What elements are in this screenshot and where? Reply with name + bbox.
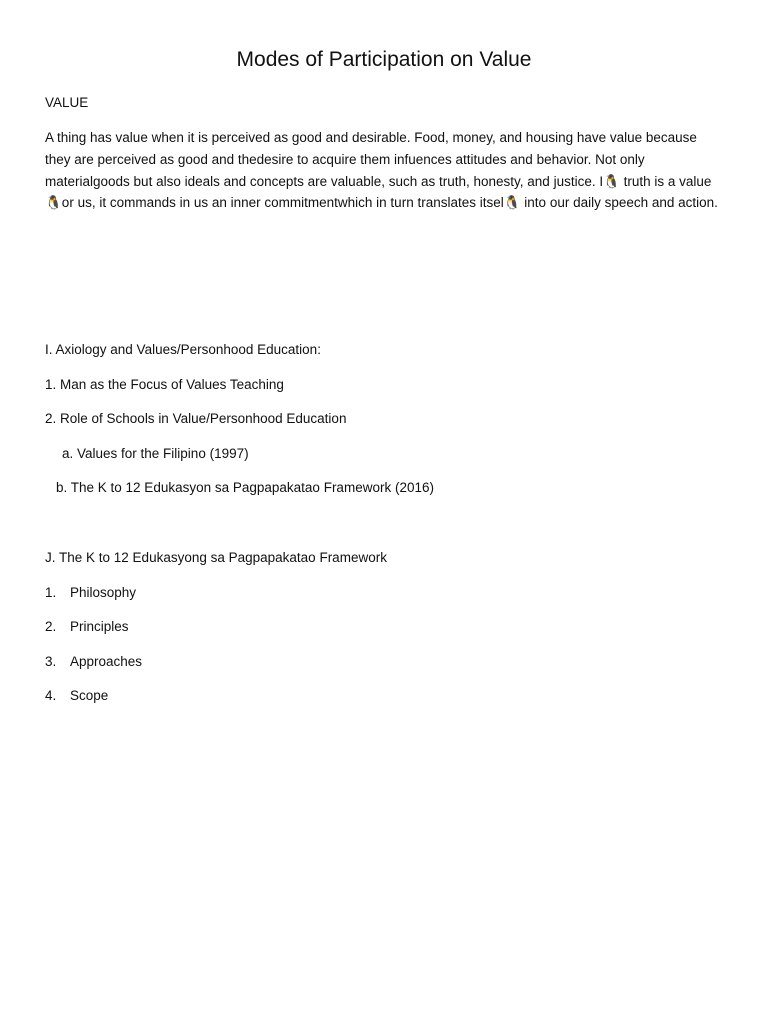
section-i-sub-a: a. Values for the Filipino (1997) [62,446,249,461]
section-j-heading: J. The K to 12 Edukasyong sa Pagpapakatao Framework [45,550,387,565]
list-item [45,685,108,707]
list-item-label: Scope [70,688,109,703]
list-item [45,582,136,604]
section-i-item-1: 1. Man as the Focus of Values Teaching [45,377,284,392]
list-item-number: 1. [45,585,57,600]
list-item [45,651,142,673]
list-item-number: 2. [45,619,57,634]
value-paragraph: A thing has value when it is perceived as good and desirable. Food, money, and housing have value because they are perceived as good and thedesire to acquire them infuences attitudes and behavior. Not only materialgoods but also ideals and concepts are valuable, such as truth, honesty, and justice. I🐧 truth is a value 🐧or us, it commands in us an inner commitmentwhich in turn translates itsel🐧 into our daily speech and action. [45,130,718,211]
section-i-heading: I. Axiology and Values/Personhood Education: [45,342,321,357]
list-item-label: Philosophy [70,585,137,600]
list-item-label: Principles [70,619,129,634]
section-i-sub-b: b. The K to 12 Edukasyon sa Pagpapakatao Framework (2016) [56,480,434,495]
list-item-number: 3. [45,654,57,669]
list-item-number: 4. [45,688,57,703]
page-title: Modes of Participation on Value [236,48,532,71]
list-item [45,616,129,638]
list-item-label: Approaches [70,654,143,669]
section-i-item-2: 2. Role of Schools in Value/Personhood Education [45,411,347,426]
value-heading: VALUE [45,95,89,110]
